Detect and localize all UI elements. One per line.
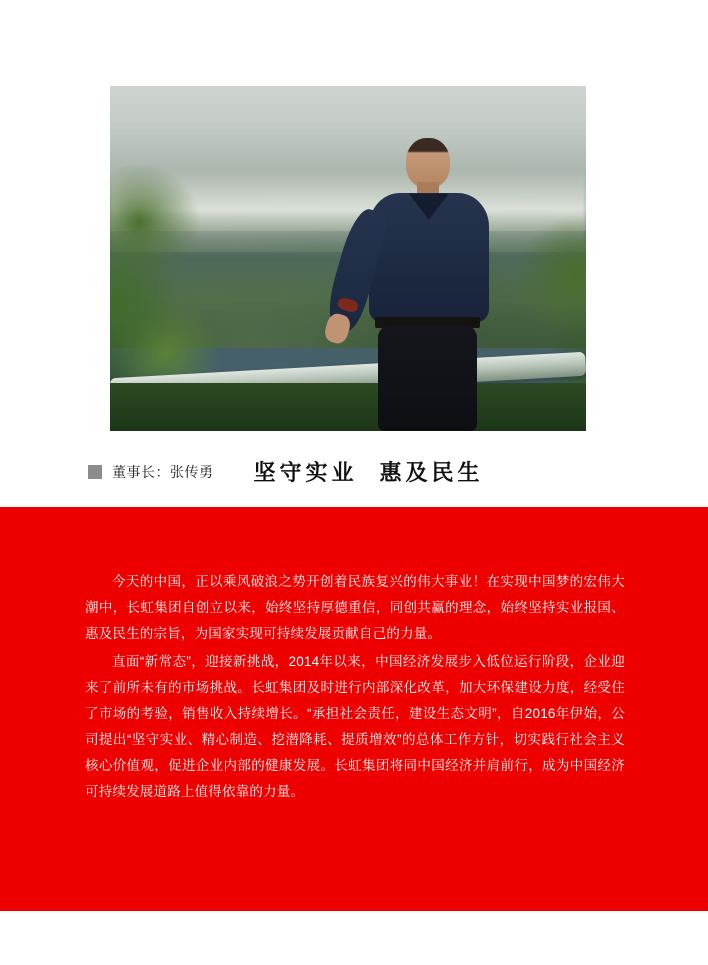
- photo-ground: [110, 383, 586, 431]
- article-body: [85, 569, 625, 807]
- article-paragraph-2: 直面“新常态”，迎接新挑战，2014年以来，中国经济发展步入低位运行阶段，企业迎来了前所未有的市场挑战。长虹集团及时进行内部深化改革，加大环保建设力度，经受住了市场的考验，销售收入持续增长。“承担社会责任，建设生态文明”，自2016年伊始，公司提出“坚守实业、精心制造、挖潜降耗、提质增效”的总体工作方针，切实践行社会主义核心价值观，促进企业内部的健康发展。长虹集团将同中国经济并肩前行，成为中国经济可持续发展道路上值得依靠的力量。: [85, 654, 625, 799]
- slogan-part-2: 惠及民生: [379, 460, 484, 486]
- chairman-name-label: 董事长：张传勇: [112, 463, 214, 480]
- photo-person: [358, 138, 501, 431]
- red-content-panel: [0, 507, 708, 911]
- chairman-photo: [110, 86, 586, 431]
- person-head: [406, 138, 450, 188]
- article-paragraph-1: 今天的中国，正以乘风破浪之势开创着民族复兴的伟大事业！在实现中国梦的宏伟大潮中，长虹集团自创立以来，始终坚持厚德重信，同创共赢的理念，始终坚持实业报国、惠及民生的宗旨，为国家实现可持续发展贡献自己的力量。: [85, 574, 625, 641]
- slogan-part-1: 坚守实业: [253, 460, 358, 486]
- person-legs: [378, 325, 478, 431]
- photo-caption: [88, 456, 484, 487]
- square-bullet-icon: [88, 465, 102, 479]
- slogan: [254, 456, 484, 487]
- page-bottom-margin: [0, 911, 708, 965]
